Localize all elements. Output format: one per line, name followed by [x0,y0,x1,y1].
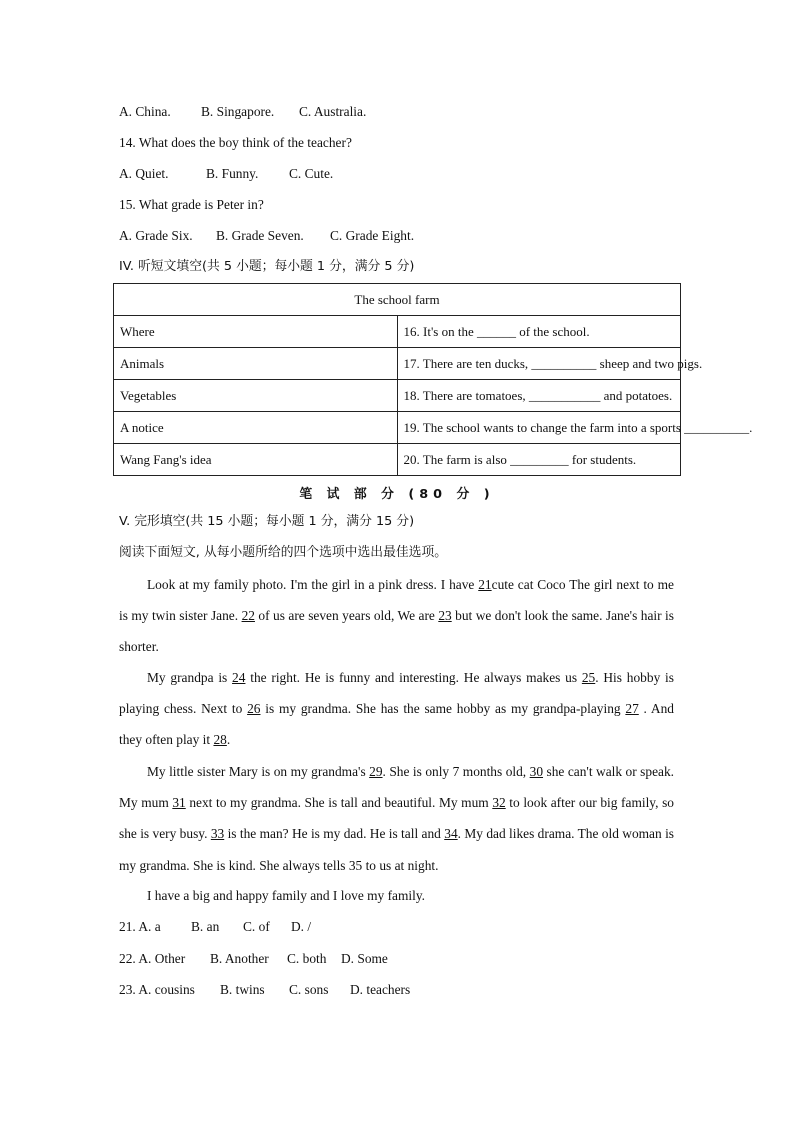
passage-paragraph-4: I have a big and happy family and I love my family. [147,888,426,903]
blank-34: 34 [444,826,458,842]
passage-text: Look at my family photo. I'm the girl in a pink dress. I have [147,577,479,592]
table-row [114,348,681,380]
passage-text: but we don't look the same. Jane's hair is shorter. [119,608,674,655]
table-row [114,444,681,476]
passage-text: My grandpa is [147,670,233,685]
q21-option-d: D. / [291,919,312,934]
passage-text: My little sister Mary is on my grandma's [147,764,370,779]
q23-option-c: C. sons [289,982,329,997]
q23-option-a: 23. A. cousins [119,982,195,997]
passage-paragraph-1 [119,569,674,663]
row-text: 17. There are ten ducks, __________ sheep and two pigs. [397,348,681,380]
school-farm-table [113,283,753,476]
q14-options [119,166,333,182]
q23-options [119,982,410,998]
q21-options [119,919,311,935]
row-label: Vegetables [114,380,398,412]
passage-text: . [226,732,231,748]
blank-24: 24 [232,670,246,685]
blank-33: 33 [210,826,225,842]
passage-paragraph-2 [119,662,674,756]
passage-text: she can't walk or speak. My mum [119,764,674,811]
table-title-row [114,284,681,316]
q22-option-c: C. both [287,951,327,966]
q15-option-c: C. Grade Eight. [330,228,415,243]
blank-22: 22 [241,608,255,624]
row-text: 20. The farm is also _________ for students. [397,444,681,476]
passage-text: . His hobby is playing chess. Next to [119,670,674,717]
q14-question: 14. What does the boy think of the teacher? [119,135,352,150]
row-text: 19. The school wants to change the farm into a sports __________. [397,412,681,444]
blank-28: 28 [213,732,227,748]
q13-option-c: C. Australia. [299,104,367,119]
passage-text: . She is only 7 months old, [382,764,530,779]
row-label: A notice [114,412,398,444]
q15-option-b: B. Grade Seven. [216,228,304,243]
table-title: The school farm [114,284,681,316]
q22-options [119,951,388,967]
section-5-instruction: 阅读下面短文, 从每小题所给的四个选项中选出最佳选项。 [119,545,448,560]
passage-text: to look after our big family, so she is very busy. [119,795,674,842]
q14-option-b: B. Funny. [206,166,259,181]
table-row [114,316,681,348]
section-5-heading: V. 完形填空(共 15 小题；每小题 1 分，满分 15 分) [119,514,415,529]
q14-option-a: A. Quiet. [119,166,169,181]
q13-options [119,104,366,120]
passage-text: the right. He is funny and interesting. He always makes us [245,670,582,685]
blank-26: 26 [247,701,261,717]
passage-text: cute cat Coco The girl next to me is my twin sister Jane. [119,577,674,624]
blank-32: 32 [492,795,506,811]
q13-option-a: A. China. [119,104,171,119]
passage-text: is my grandma. She has the same hobby as my grandpa-playing [260,701,626,717]
row-text: 18. There are tomatoes, ___________ and potatoes. [397,380,681,412]
blank-29: 29 [369,764,383,779]
row-label: Animals [114,348,398,380]
q21-option-b: B. an [191,919,220,934]
q15-option-a: A. Grade Six. [119,228,193,243]
blank-31: 31 [172,795,186,811]
q15-question: 15. What grade is Peter in? [119,197,264,212]
q21-option-c: C. of [243,919,270,934]
table-row [114,380,681,412]
q23-option-b: B. twins [220,982,265,997]
passage-text: is the man? He is my dad. He is tall and [224,826,445,842]
passage-text: of us are seven years old, We are [254,608,439,624]
q22-option-a: 22. A. Other [119,951,186,966]
passage-text: . My dad likes drama. The old woman is my grandma. She is kind. She always tells 35 to us at night. [119,826,674,873]
q23-option-d: D. teachers [350,982,411,997]
blank-25: 25 [581,670,596,685]
row-text: 16. It's on the ______ of the school. [397,316,681,348]
q14-option-c: C. Cute. [289,166,334,181]
passage-paragraph-3 [119,756,674,881]
q15-options [119,228,414,244]
section-4-heading: IV. 听短文填空(共 5 小题；每小题 1 分，满分 5 分) [119,259,415,274]
written-section-title: 笔 试 部 分 (80 分 ) [299,487,495,502]
q21-option-a: 21. A. a [119,919,161,934]
row-label: Wang Fang's idea [114,444,398,476]
row-label: Where [114,316,398,348]
table-row [114,412,681,444]
q22-option-d: D. Some [341,951,388,966]
blank-30: 30 [529,764,544,779]
q13-option-b: B. Singapore. [201,104,275,119]
blank-21: 21 [478,577,492,592]
passage-text: . And they often play it [119,701,674,748]
passage-text: next to my grandma. She is tall and beautiful. My mum [185,795,493,811]
blank-27: 27 [625,701,639,717]
blank-23: 23 [438,608,452,624]
q22-option-b: B. Another [210,951,269,966]
